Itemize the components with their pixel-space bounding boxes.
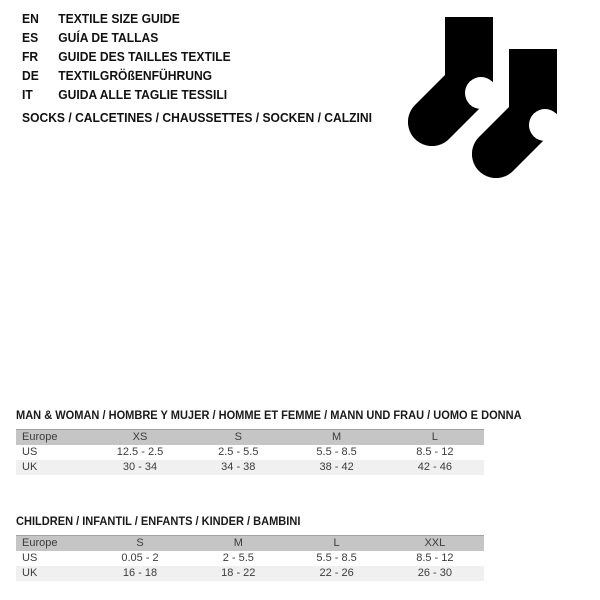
- language-code: ES: [22, 30, 39, 45]
- column-header: L: [333, 537, 340, 549]
- size-cell: 18 - 22: [221, 567, 256, 579]
- column-header: Europe: [22, 537, 58, 549]
- size-cell: 30 - 34: [122, 461, 158, 473]
- column-header: L: [431, 431, 438, 443]
- size-cell: 22 - 26: [319, 567, 354, 579]
- language-row: [22, 9, 372, 28]
- size-cell: 34 - 38: [221, 461, 256, 473]
- table-title: MAN & WOMAN / HOMBRE Y MUJER / HOMME ET FEMME / MANN UND FRAU / UOMO E DONNA: [16, 410, 522, 422]
- table-header-row: [16, 536, 484, 552]
- row-label: UK: [22, 567, 38, 579]
- row-label: US: [22, 446, 38, 458]
- row-label: US: [22, 552, 38, 564]
- table-row: [16, 551, 484, 566]
- socks-icon: [398, 10, 568, 190]
- language-code: IT: [22, 87, 33, 102]
- language-label: GUÍA DE TALLAS: [58, 30, 159, 45]
- size-table-man-woman: [16, 410, 522, 475]
- language-row: [22, 85, 372, 104]
- table-row: [16, 445, 484, 460]
- language-code: EN: [22, 11, 39, 26]
- size-cell: 5.5 - 8.5: [316, 446, 357, 458]
- table-header-row: [16, 430, 484, 446]
- column-header: S: [234, 431, 242, 443]
- table-row: [16, 460, 484, 475]
- size-cell: 5.5 - 8.5: [316, 552, 357, 564]
- table-row: [16, 566, 484, 581]
- row-label: UK: [22, 461, 38, 473]
- language-row: [22, 28, 372, 47]
- size-cell: 38 - 42: [319, 461, 354, 473]
- size-cell: 0.05 - 2: [121, 552, 159, 564]
- size-cell: 2 - 5.5: [222, 552, 254, 564]
- column-header: XS: [132, 431, 148, 443]
- size-grid: [16, 535, 484, 581]
- size-cell: 42 - 46: [417, 461, 452, 473]
- column-header: XXL: [424, 537, 446, 549]
- size-tables-section: [16, 410, 522, 581]
- category-title: SOCKS / CALCETINES / CHAUSSETTES / SOCKEN / CALZINI: [22, 110, 372, 125]
- table-title: CHILDREN / INFANTIL / ENFANTS / KINDER / BAMBINI: [16, 516, 301, 528]
- size-cell: 12.5 - 2.5: [116, 446, 164, 458]
- language-label: TEXTILE SIZE GUIDE: [58, 11, 180, 26]
- language-row: [22, 66, 372, 85]
- size-cell: 8.5 - 12: [416, 446, 454, 458]
- size-table-children: [16, 516, 484, 581]
- size-grid: [16, 429, 484, 475]
- language-label: GUIDA ALLE TAGLIE TESSILI: [58, 87, 228, 102]
- language-code: DE: [22, 68, 39, 83]
- size-cell: 16 - 18: [122, 567, 158, 579]
- size-cell: 2.5 - 5.5: [218, 446, 259, 458]
- column-header: Europe: [22, 431, 58, 443]
- column-header: S: [136, 537, 144, 549]
- language-list: [22, 9, 372, 126]
- language-label: TEXTILGRÖßENFÜHRUNG: [58, 68, 213, 83]
- column-header: M: [331, 431, 342, 443]
- language-label: GUIDE DES TAILLES TEXTILE: [58, 49, 231, 64]
- language-row: [22, 47, 372, 66]
- size-cell: 8.5 - 12: [416, 552, 454, 564]
- column-header: M: [233, 537, 243, 549]
- size-cell: 26 - 30: [417, 567, 452, 579]
- language-code: FR: [22, 49, 39, 64]
